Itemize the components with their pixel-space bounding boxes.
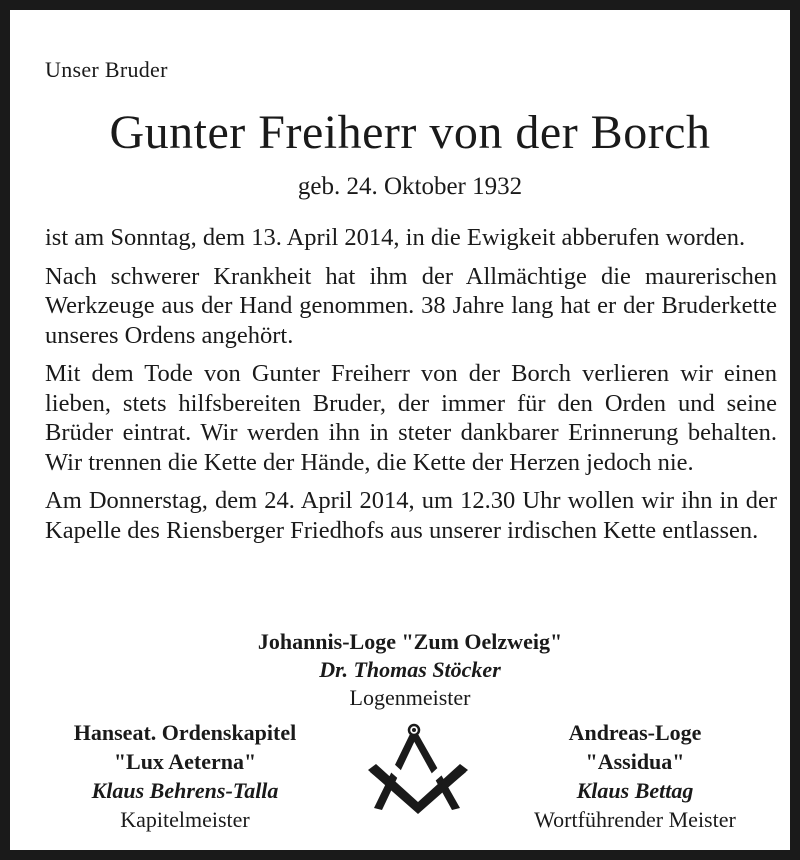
signer-name: Dr. Thomas Stöcker xyxy=(319,657,501,682)
deceased-name: Gunter Freiherr von der Borch xyxy=(109,106,711,159)
signature-left xyxy=(25,718,345,834)
org-name-line2: "Assidua" xyxy=(585,749,685,774)
signer-role: Logenmeister xyxy=(349,685,471,710)
signature-right xyxy=(475,718,795,834)
intro-line: Unser Bruder xyxy=(45,57,168,82)
signer-role: Kapitelmeister xyxy=(120,807,250,832)
obituary-body xyxy=(45,223,777,554)
paragraph-remembrance: Mit dem Tode von Gunter Freiherr von der Borch verlieren wir einen lieben, stets hilfsbereiten Bruder, der immer für den Orden und seine Brüder eintrat. Wir werden ihn in steter dankbarer Erinnerung behalten. Wir trennen die Kette der Hände, die Kette der Herzen jedoch nie. xyxy=(45,360,777,476)
square-and-compass-icon xyxy=(362,722,474,818)
org-name-line1: Andreas-Loge xyxy=(568,720,702,745)
birth-date: geb. 24. Oktober 1932 xyxy=(297,173,523,200)
signature-center xyxy=(10,628,800,712)
org-name-line1: Hanseat. Ordenskapitel xyxy=(73,720,297,745)
org-name-line2: "Lux Aeterna" xyxy=(113,749,257,774)
signer-role: Wortführender Meister xyxy=(534,807,736,832)
paragraph-illness: Nach schwerer Krankheit hat ihm der Allmächtige die maurerischen Werkzeuge aus der Hand genommen. 38 Jahre lang hat er der Bruderkette unseres Ordens angehört. xyxy=(45,262,777,349)
signer-name: Klaus Behrens-Talla xyxy=(91,778,279,803)
signer-name: Klaus Bettag xyxy=(576,778,694,803)
lodge-name: Johannis-Loge "Zum Oelzweig" xyxy=(257,629,563,654)
paragraph-death: ist am Sonntag, dem 13. April 2014, in die Ewigkeit abberufen worden. xyxy=(45,224,746,251)
paragraph-funeral: Am Donnerstag, dem 24. April 2014, um 12.30 Uhr wollen wir ihn in der Kapelle des Riensberger Friedhofs aus unserer irdischen Kette entlassen. xyxy=(45,487,777,544)
